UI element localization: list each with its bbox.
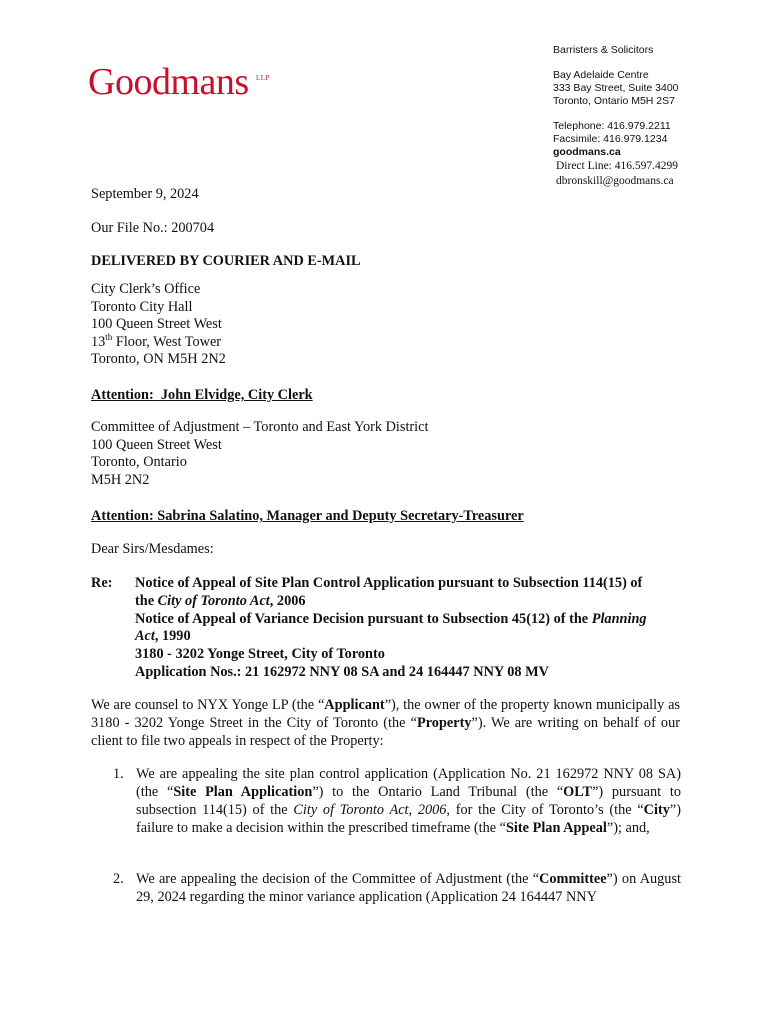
address-line: Toronto, Ontario M5H 2S7: [553, 95, 675, 107]
salutation: Dear Sirs/Mesdames:: [91, 541, 214, 557]
recipient-address-1: [91, 281, 681, 369]
recipient-address-2: [91, 419, 681, 489]
address-line: Toronto, Ontario: [91, 454, 187, 470]
direct-line: Direct Line: 416.597.4299: [556, 160, 679, 172]
goodmans-logo: [88, 61, 270, 103]
re-label: Re:: [91, 575, 113, 591]
direct-contact: [556, 159, 756, 189]
delivery-method: DELIVERED BY COURIER AND E-MAIL: [91, 253, 361, 269]
attention-1: Attention: John Elvidge, City Clerk: [91, 387, 313, 403]
telephone: Telephone: 416.979.2211: [553, 120, 671, 132]
re-subject: Notice of Appeal of Site Plan Control Application pursuant to Subsection 114(15) of the City of Toronto Act, 2006 Notice of Appeal of Variance Decision pursuant to Subsection 45(12) of the Planning Act, 1990 3180 - 3202 Yonge Street, City of Toronto Application Nos.: 21 162972 NNY 08 SA and 24 164447 NNY 08 MV: [135, 575, 647, 680]
address-line: Toronto City Hall: [91, 298, 193, 315]
attention-2: Attention: Sabrina Salatino, Manager and Deputy Secretary-Treasurer: [91, 508, 524, 524]
address-line: Committee of Adjustment – Toronto and East York District: [91, 419, 429, 435]
address-line: 100 Queen Street West: [91, 316, 222, 332]
address-line: Bay Adelaide Centre: [553, 69, 649, 81]
item-number: 1.: [113, 766, 124, 782]
address-line: M5H 2N2: [91, 471, 150, 488]
firm-type: Barristers & Solicitors: [553, 44, 654, 56]
address-line: 100 Queen Street West: [91, 436, 222, 453]
address-line: 13th Floor, West Tower: [91, 331, 222, 350]
item-number: 2.: [113, 871, 124, 887]
address-line: City Clerk’s Office: [91, 281, 201, 297]
address-line: Toronto, ON M5H 2N2: [91, 351, 226, 367]
letter-date: September 9, 2024: [91, 186, 199, 202]
facsimile: Facsimile: 416.979.1234: [553, 133, 668, 145]
file-number: Our File No.: 200704: [91, 220, 215, 236]
website-link[interactable]: goodmans.ca: [553, 146, 621, 158]
intro-paragraph: We are counsel to NYX Yonge LP (the “Applicant”), the owner of the property known municipally as 3180 - 3202 Yonge Street in the City of Toronto (the “Property”). We are writing on behalf of our client to file two appeals in respect of the Property:: [91, 697, 680, 749]
item-text: We are appealing the site plan control application (Application No. 21 162972 NNY 08 SA) (the “Site Plan Application”) to the Ontario Land Tribunal (the “OLT”) pursuant to subsection 114(15) of the City of Toronto Act, 2006, for the City of Toronto’s (the “City”) failure to make a decision within the prescribed timeframe (the “Site Plan Appeal”); and,: [136, 766, 681, 836]
email-link[interactable]: dbronskill@goodmans.ca: [556, 175, 674, 187]
address-line: 333 Bay Street, Suite 3400: [553, 82, 679, 94]
item-text: We are appealing the decision of the Committee of Adjustment (the “Committee”) on August 29, 2024 regarding the minor variance application (Application 24 164447 NNY: [136, 871, 681, 905]
logo-wordmark: Goodmans: [88, 61, 249, 103]
logo-llp: LLP: [256, 74, 270, 82]
firm-contact-block: [553, 44, 753, 159]
